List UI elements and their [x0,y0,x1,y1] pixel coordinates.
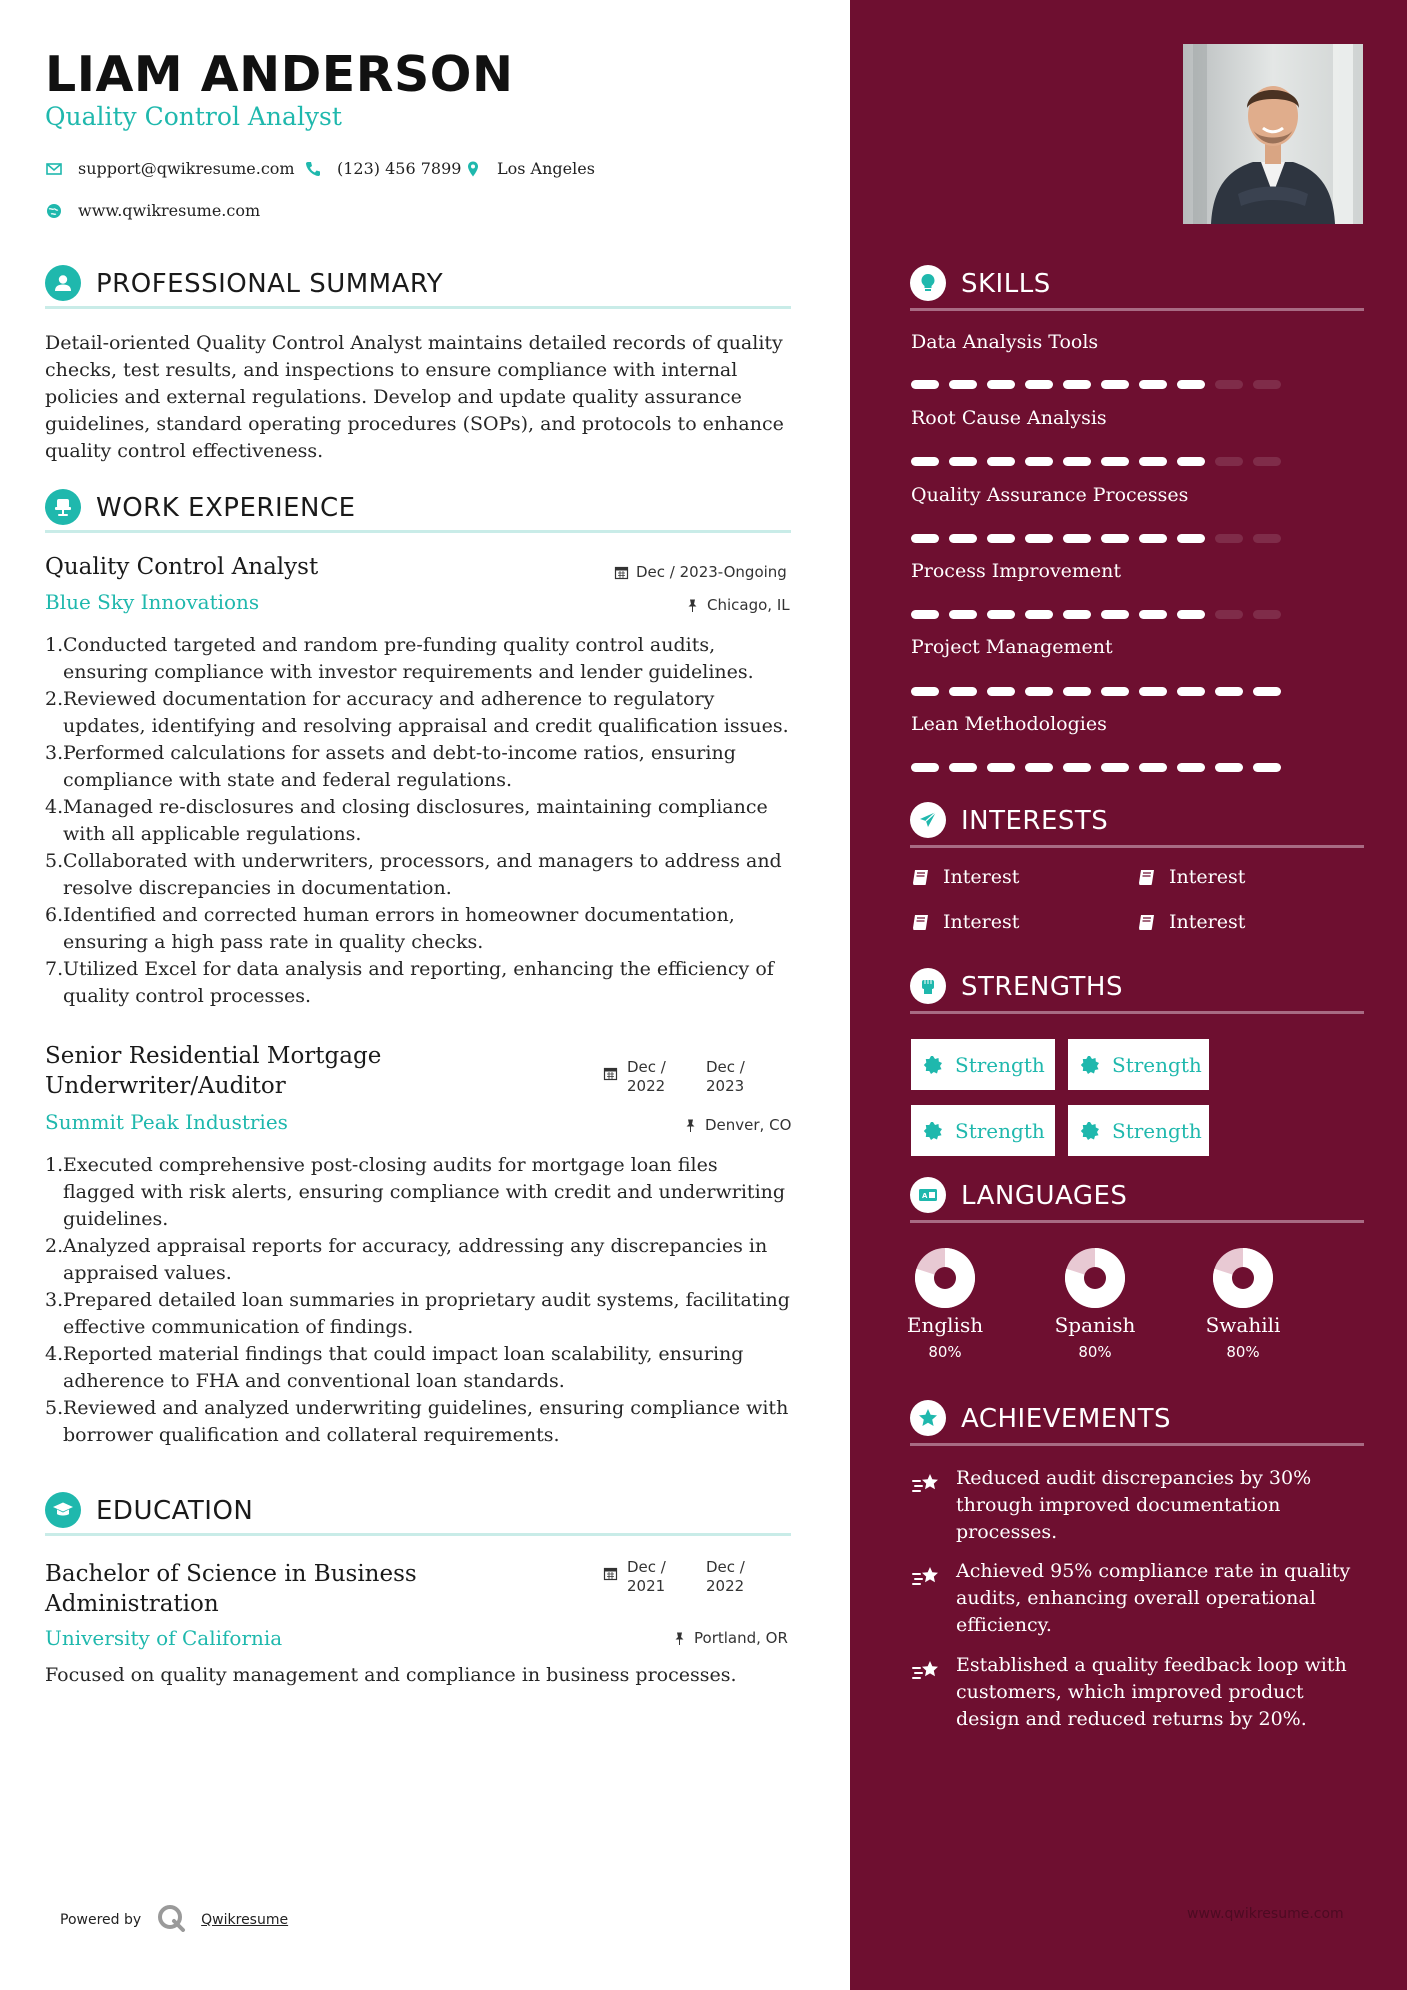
skill-dash-empty [1253,457,1281,466]
skill-name: Process Improvement [911,560,1122,582]
list-item: 1. Conducted targeted and random pre-funding quality control audits, ensuring compliance with investor requirements and lender guidelines. [45,634,754,683]
language-item: Swahili 80% [1198,1245,1288,1361]
contact-website[interactable] [45,201,260,220]
strength-badge: Strength [1068,1105,1209,1156]
skill-dash-filled [1025,534,1053,543]
badge-icon [923,1055,943,1075]
office-chair-icon [45,489,81,525]
badge-icon [1080,1055,1100,1075]
skill-dash-filled [911,534,939,543]
qwikresume-link[interactable]: Qwikresume [201,1912,289,1928]
skill-dash-filled [911,763,939,772]
phone-text: (123) 456 7899 [337,159,462,178]
job-location: Chicago, IL [685,596,790,614]
job-title: Quality Control Analyst [45,554,319,580]
book-icon [911,867,931,887]
language-card-icon [910,1177,946,1213]
company-name: Summit Peak Industries [45,1110,288,1134]
skill-dash-filled [1177,763,1205,772]
list-item: 2. Reviewed documentation for accuracy and adherence to regulatory updates, identifying and resolving appraisal and credit qualification issues. [45,688,789,737]
skills-section-header [910,265,1364,311]
interests-section-header [910,802,1364,848]
language-ring-hole [1232,1267,1254,1289]
skill-dash-filled [1177,687,1205,696]
pin-icon [672,1631,687,1646]
language-level-ring [1210,1245,1276,1311]
skill-name: Quality Assurance Processes [911,484,1189,506]
skill-dash-filled [1063,534,1091,543]
contact-location [464,159,595,178]
contact-phone[interactable] [304,159,461,178]
skill-dash-filled [1025,610,1053,619]
summary-section-header [45,265,791,309]
skill-dash-filled [987,687,1015,696]
skill-dash-filled [949,457,977,466]
skill-dash-filled [949,610,977,619]
email-text: support@qwikresume.com [78,159,295,178]
skill-level-bar [911,687,1291,696]
education-date-icon [603,1566,625,1581]
pin-icon [683,1118,698,1133]
powered-by [60,1904,288,1936]
skills-title: SKILLS [961,269,1051,299]
degree-title: Bachelor of Science in Business Administration [45,1561,417,1617]
skill-level-bar [911,610,1291,619]
skill-dash-filled [1101,534,1129,543]
skill-dash-filled [1063,687,1091,696]
strengths-section-header [910,968,1364,1014]
language-item: Spanish 80% [1050,1245,1140,1361]
job-start-date: Dec / 2022 [627,1058,666,1095]
skill-dash-filled [1139,687,1167,696]
skill-dash-filled [987,457,1015,466]
skill-dash-filled [1177,380,1205,389]
language-level-ring [912,1245,978,1311]
skill-dash-filled [987,380,1015,389]
calendar-icon [603,1566,618,1581]
skill-dash-filled [1139,380,1167,389]
skill-dash-filled [1139,610,1167,619]
experience-title: WORK EXPERIENCE [96,493,356,523]
skill-level-bar [911,457,1291,466]
strengths-title: STRENGTHS [961,972,1123,1002]
skill-name: Lean Methodologies [911,713,1107,735]
profile-photo [1183,44,1363,224]
education-description: Focused on quality management and compliance in business processes. [45,1664,737,1686]
skill-dash-filled [1101,380,1129,389]
book-icon [1137,867,1157,887]
website-text: www.qwikresume.com [78,201,261,220]
skill-dash-filled [1177,534,1205,543]
education-location: Portland, OR [672,1629,788,1647]
skill-dash-filled [911,610,939,619]
strength-badge: Strength [911,1039,1055,1090]
skill-dash-empty [1253,610,1281,619]
skill-dash-filled [987,534,1015,543]
skill-dash-empty [1215,380,1243,389]
skill-dash-filled [1139,534,1167,543]
svg-text:A: A [922,1192,928,1200]
contact-email[interactable] [45,159,295,178]
job-date-start [603,1066,625,1081]
list-item: 1. Executed comprehensive post-closing audits for mortgage loan files flagged with risk alerts, ensuring compliance with credit and underwriting guidelines. [45,1154,786,1230]
strength-badge: Strength [1068,1039,1209,1090]
list-item: 7. Utilized Excel for data analysis and reporting, enhancing the efficiency of quality control processes. [45,958,774,1007]
job-bullets [45,632,791,1010]
skill-dash-filled [1101,457,1129,466]
skill-dash-filled [1101,763,1129,772]
skill-dash-filled [1139,763,1167,772]
achievements-title: ACHIEVEMENTS [961,1404,1172,1434]
school-name: University of California [45,1626,283,1650]
skill-dash-filled [1025,763,1053,772]
envelope-icon [45,160,63,178]
skill-dash-filled [1063,763,1091,772]
skill-name: Project Management [911,636,1113,658]
language-ring-hole [1084,1267,1106,1289]
shooting-star-icon [911,1658,941,1684]
skill-dash-filled [1025,380,1053,389]
summary-title: PROFESSIONAL SUMMARY [96,269,444,299]
skill-dash-filled [1253,687,1281,696]
skill-level-bar [911,380,1291,389]
user-icon [45,265,81,301]
list-item: 5. Collaborated with underwriters, processors, and managers to address and resolve discrepancies in documentation. [45,850,782,899]
paper-plane-icon [910,802,946,838]
star-badge-icon [910,1400,946,1436]
list-item: 4. Reported material findings that could impact loan scalability, ensuring adherence to FHA and conventional loan standards. [45,1343,744,1392]
sidebar: SKILLS Data Analysis Tools Root Cause Analysis Quality Assurance Processes Process Improvement Project Management Lean Methodologies INTERESTS Interest Interest Interest Interest STRENGTHS Strength Strength Strength Strength A LANGUAGES English 80% Spanish 80% Swahili 80% ACHIEVEMENTS Reduced audit discrepancies by 30% through improved documentation processes. Achieved 95% compliance rate in quality audits, enhancing overall operational efficiency. Established a quality feedback loop with customers, which improved product design and reduced returns by 20%. www.qwikresume.com [850,0,1407,1990]
experience-section-header [45,489,791,533]
language-ring-hole [934,1267,956,1289]
skill-dash-filled [911,457,939,466]
book-icon [911,912,931,932]
pin-icon [685,598,700,613]
badge-icon [923,1121,943,1141]
calendar-icon [614,565,629,580]
skill-dash-filled [1177,457,1205,466]
calendar-icon [603,1066,618,1081]
skill-dash-filled [987,763,1015,772]
qwikresume-logo-icon [157,1904,187,1936]
language-level-ring [1062,1245,1128,1311]
languages-section-header [910,1177,1364,1223]
candidate-name: LIAM ANDERSON [45,46,514,103]
badge-icon [1080,1121,1100,1141]
book-icon [1137,912,1157,932]
skill-dash-filled [1253,763,1281,772]
powered-by-label: Powered by [60,1912,142,1928]
skill-dash-filled [1025,457,1053,466]
summary-text: Detail-oriented Quality Control Analyst maintains detailed records of quality checks, test results, and inspections to ensure compliance with internal policies and external regulations. Develop and update quality assurance guidelines, standard operating procedures (SOPs), and protocols to enhance quality control effectiveness. [45,332,784,462]
skill-dash-filled [1063,457,1091,466]
skill-dash-filled [1025,687,1053,696]
skill-name: Root Cause Analysis [911,407,1107,429]
skill-dash-filled [949,534,977,543]
skill-dash-filled [1215,763,1243,772]
job-end-date: Dec / 2023 [706,1058,745,1095]
lightbulb-icon [910,265,946,301]
map-pin-icon [464,160,482,178]
skill-dash-empty [1253,534,1281,543]
skill-dash-filled [1101,687,1129,696]
skill-dash-filled [1101,610,1129,619]
list-item: 3. Performed calculations for assets and debt-to-income ratios, ensuring compliance with state and federal regulations. [45,742,736,791]
interest-item: Interest [1137,866,1245,888]
skill-dash-filled [949,687,977,696]
strength-badge: Strength [911,1105,1055,1156]
interest-item: Interest [911,911,1019,933]
interest-item: Interest [1137,911,1245,933]
skill-name: Data Analysis Tools [911,331,1099,353]
language-item: English 80% [900,1245,990,1361]
skill-dash-filled [949,380,977,389]
skill-dash-filled [949,763,977,772]
candidate-role: Quality Control Analyst [45,102,342,131]
list-item: 2. Analyzed appraisal reports for accuracy, addressing any discrepancies in appraised values. [45,1235,768,1284]
list-item: 5. Reviewed and analyzed underwriting guidelines, ensuring compliance with borrower qualification and collateral requirements. [45,1397,789,1446]
shooting-star-icon [911,1471,941,1497]
list-item: 3. Prepared detailed loan summaries in proprietary audit systems, facilitating effective communication of findings. [45,1289,790,1338]
skill-dash-filled [1063,610,1091,619]
job-bullets [45,1152,791,1449]
skill-dash-empty [1215,534,1243,543]
languages-title: LANGUAGES [961,1181,1128,1211]
skill-dash-empty [1215,457,1243,466]
skill-dash-filled [1139,457,1167,466]
shooting-star-icon [911,1564,941,1590]
skill-dash-filled [1063,380,1091,389]
skill-dash-filled [911,380,939,389]
job-location: Denver, CO [683,1116,791,1134]
skill-dash-filled [987,610,1015,619]
education-title: EDUCATION [96,1496,254,1526]
fist-icon [910,968,946,1004]
footer-url: www.qwikresume.com [1187,1906,1344,1922]
interest-item: Interest [911,866,1019,888]
job-date: Dec / 2023-Ongoing [614,563,787,581]
globe-icon [45,202,63,220]
skill-dash-empty [1253,380,1281,389]
skill-level-bar [911,763,1291,772]
education-end-date: Dec / 2022 [706,1558,745,1595]
graduation-cap-icon [45,1492,81,1528]
skill-dash-filled [1177,610,1205,619]
company-name: Blue Sky Innovations [45,590,260,614]
education-section-header [45,1492,791,1536]
skill-level-bar [911,534,1291,543]
job-title: Senior Residential Mortgage Underwriter/Auditor [45,1043,382,1099]
list-item: 6. Identified and corrected human errors in homeowner documentation, ensuring a high pass rate in quality checks. [45,904,735,953]
list-item: 4. Managed re-disclosures and closing disclosures, maintaining compliance with all applicable regulations. [45,796,768,845]
achievements-section-header [910,1400,1364,1446]
interests-title: INTERESTS [961,806,1109,836]
skill-dash-empty [1215,610,1243,619]
location-text: Los Angeles [497,159,595,178]
skill-dash-filled [1215,687,1243,696]
skill-dash-filled [911,687,939,696]
phone-icon [304,160,322,178]
education-start-date: Dec / 2021 [627,1558,666,1595]
